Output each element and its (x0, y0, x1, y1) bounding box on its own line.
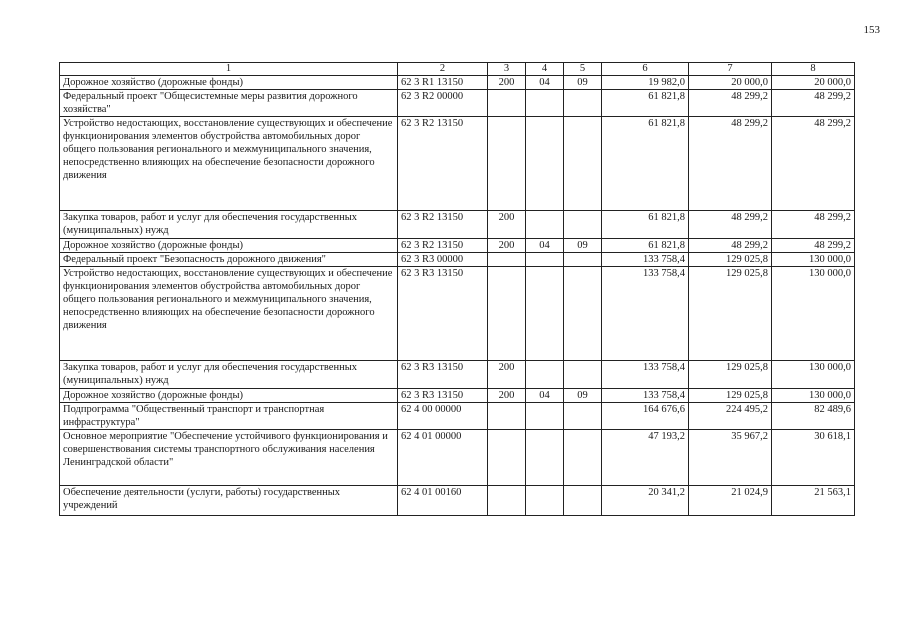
row-amount-year1: 47 193,2 (602, 430, 689, 486)
row-subsection: 09 (564, 76, 602, 90)
row-amount-year3: 48 299,2 (772, 211, 855, 239)
row-target-code: 62 4 00 00000 (398, 403, 488, 430)
row-section (526, 117, 564, 211)
row-amount-year3: 48 299,2 (772, 117, 855, 211)
row-amount-year1: 133 758,4 (602, 361, 689, 389)
row-name: Федеральный проект "Общесистемные меры развития дорожного хозяйства" (60, 90, 398, 117)
row-name: Основное мероприятие "Обеспечение устойчивого функционирования и совершенствования системы транспортного обслуживания населения Ленинградской области" (60, 430, 398, 486)
row-subsection (564, 90, 602, 117)
row-target-code: 62 3 R3 13150 (398, 361, 488, 389)
table-row (60, 117, 855, 211)
table-row (60, 361, 855, 389)
row-section (526, 403, 564, 430)
row-expense-type: 200 (488, 76, 526, 90)
row-target-code: 62 4 01 00160 (398, 486, 488, 516)
row-amount-year2: 48 299,2 (689, 90, 772, 117)
column-header: 3 (488, 63, 526, 76)
row-name: Федеральный проект "Безопасность дорожного движения" (60, 253, 398, 267)
row-section (526, 253, 564, 267)
row-name: Устройство недостающих, восстановление существующих и обеспечение функционирования элементов обустройства автомобильных дорог общего пользования регионального и межмуниципального значения, непосредственно влияющих на обеспечение безопасности дорожного движения (60, 117, 398, 211)
row-target-code: 62 3 R3 13150 (398, 389, 488, 403)
row-amount-year2: 129 025,8 (689, 253, 772, 267)
row-expense-type: 200 (488, 211, 526, 239)
row-amount-year3: 20 000,0 (772, 76, 855, 90)
row-amount-year3: 130 000,0 (772, 361, 855, 389)
row-subsection (564, 361, 602, 389)
row-expense-type (488, 403, 526, 430)
column-header: 5 (564, 63, 602, 76)
column-header: 2 (398, 63, 488, 76)
row-amount-year2: 35 967,2 (689, 430, 772, 486)
table-row (60, 389, 855, 403)
row-expense-type: 200 (488, 361, 526, 389)
row-name: Подпрограмма "Общественный транспорт и транспортная инфраструктура" (60, 403, 398, 430)
table-row (60, 403, 855, 430)
page-number: 153 (863, 24, 880, 36)
row-amount-year2: 129 025,8 (689, 267, 772, 361)
row-expense-type: 200 (488, 389, 526, 403)
row-section (526, 267, 564, 361)
row-amount-year2: 224 495,2 (689, 403, 772, 430)
row-expense-type (488, 267, 526, 361)
table-row (60, 430, 855, 486)
row-amount-year2: 21 024,9 (689, 486, 772, 516)
table-row (60, 211, 855, 239)
row-subsection (564, 486, 602, 516)
row-amount-year3: 48 299,2 (772, 90, 855, 117)
row-amount-year1: 133 758,4 (602, 267, 689, 361)
row-amount-year3: 21 563,1 (772, 486, 855, 516)
row-subsection (564, 253, 602, 267)
column-header: 6 (602, 63, 689, 76)
row-name: Дорожное хозяйство (дорожные фонды) (60, 239, 398, 253)
row-amount-year1: 133 758,4 (602, 253, 689, 267)
row-target-code: 62 3 R2 13150 (398, 117, 488, 211)
row-name: Дорожное хозяйство (дорожные фонды) (60, 76, 398, 90)
row-amount-year1: 19 982,0 (602, 76, 689, 90)
row-section (526, 211, 564, 239)
row-target-code: 62 3 R3 13150 (398, 267, 488, 361)
row-amount-year1: 61 821,8 (602, 117, 689, 211)
row-target-code: 62 3 R2 13150 (398, 211, 488, 239)
row-amount-year1: 61 821,8 (602, 211, 689, 239)
row-section (526, 486, 564, 516)
row-section: 04 (526, 76, 564, 90)
row-section: 04 (526, 239, 564, 253)
row-subsection (564, 403, 602, 430)
row-amount-year2: 129 025,8 (689, 389, 772, 403)
row-expense-type (488, 117, 526, 211)
row-amount-year3: 30 618,1 (772, 430, 855, 486)
row-section (526, 361, 564, 389)
row-amount-year3: 48 299,2 (772, 239, 855, 253)
table-row (60, 267, 855, 361)
table-row (60, 253, 855, 267)
row-subsection (564, 211, 602, 239)
table-row (60, 239, 855, 253)
table-row (60, 90, 855, 117)
row-amount-year3: 130 000,0 (772, 267, 855, 361)
row-section: 04 (526, 389, 564, 403)
row-section (526, 90, 564, 117)
table-row (60, 486, 855, 516)
row-amount-year1: 20 341,2 (602, 486, 689, 516)
column-number-row (60, 63, 855, 76)
row-expense-type: 200 (488, 239, 526, 253)
row-expense-type (488, 486, 526, 516)
row-amount-year2: 48 299,2 (689, 117, 772, 211)
row-subsection (564, 117, 602, 211)
row-amount-year1: 133 758,4 (602, 389, 689, 403)
column-header: 7 (689, 63, 772, 76)
row-section (526, 430, 564, 486)
row-subsection: 09 (564, 239, 602, 253)
row-amount-year1: 61 821,8 (602, 90, 689, 117)
row-expense-type (488, 430, 526, 486)
row-amount-year3: 82 489,6 (772, 403, 855, 430)
row-subsection (564, 267, 602, 361)
row-target-code: 62 3 R2 00000 (398, 90, 488, 117)
row-name: Закупка товаров, работ и услуг для обеспечения государственных (муниципальных) нужд (60, 211, 398, 239)
row-name: Обеспечение деятельности (услуги, работы) государственных учреждений (60, 486, 398, 516)
row-expense-type (488, 253, 526, 267)
row-target-code: 62 3 R1 13150 (398, 76, 488, 90)
row-amount-year2: 129 025,8 (689, 361, 772, 389)
row-subsection: 09 (564, 389, 602, 403)
row-amount-year3: 130 000,0 (772, 389, 855, 403)
column-header: 8 (772, 63, 855, 76)
column-header: 1 (60, 63, 398, 76)
row-name: Устройство недостающих, восстановление существующих и обеспечение функционирования элементов обустройства автомобильных дорог общего пользования регионального и межмуниципального значения, непосредственно влияющих на обеспечение безопасности дорожного движения (60, 267, 398, 361)
row-expense-type (488, 90, 526, 117)
row-amount-year3: 130 000,0 (772, 253, 855, 267)
budget-table (59, 62, 855, 516)
row-amount-year1: 61 821,8 (602, 239, 689, 253)
column-header: 4 (526, 63, 564, 76)
row-target-code: 62 3 R2 13150 (398, 239, 488, 253)
row-subsection (564, 430, 602, 486)
row-amount-year2: 48 299,2 (689, 211, 772, 239)
row-target-code: 62 4 01 00000 (398, 430, 488, 486)
row-name: Закупка товаров, работ и услуг для обеспечения государственных (муниципальных) нужд (60, 361, 398, 389)
row-amount-year2: 20 000,0 (689, 76, 772, 90)
row-name: Дорожное хозяйство (дорожные фонды) (60, 389, 398, 403)
table-row (60, 76, 855, 90)
row-amount-year1: 164 676,6 (602, 403, 689, 430)
row-amount-year2: 48 299,2 (689, 239, 772, 253)
row-target-code: 62 3 R3 00000 (398, 253, 488, 267)
